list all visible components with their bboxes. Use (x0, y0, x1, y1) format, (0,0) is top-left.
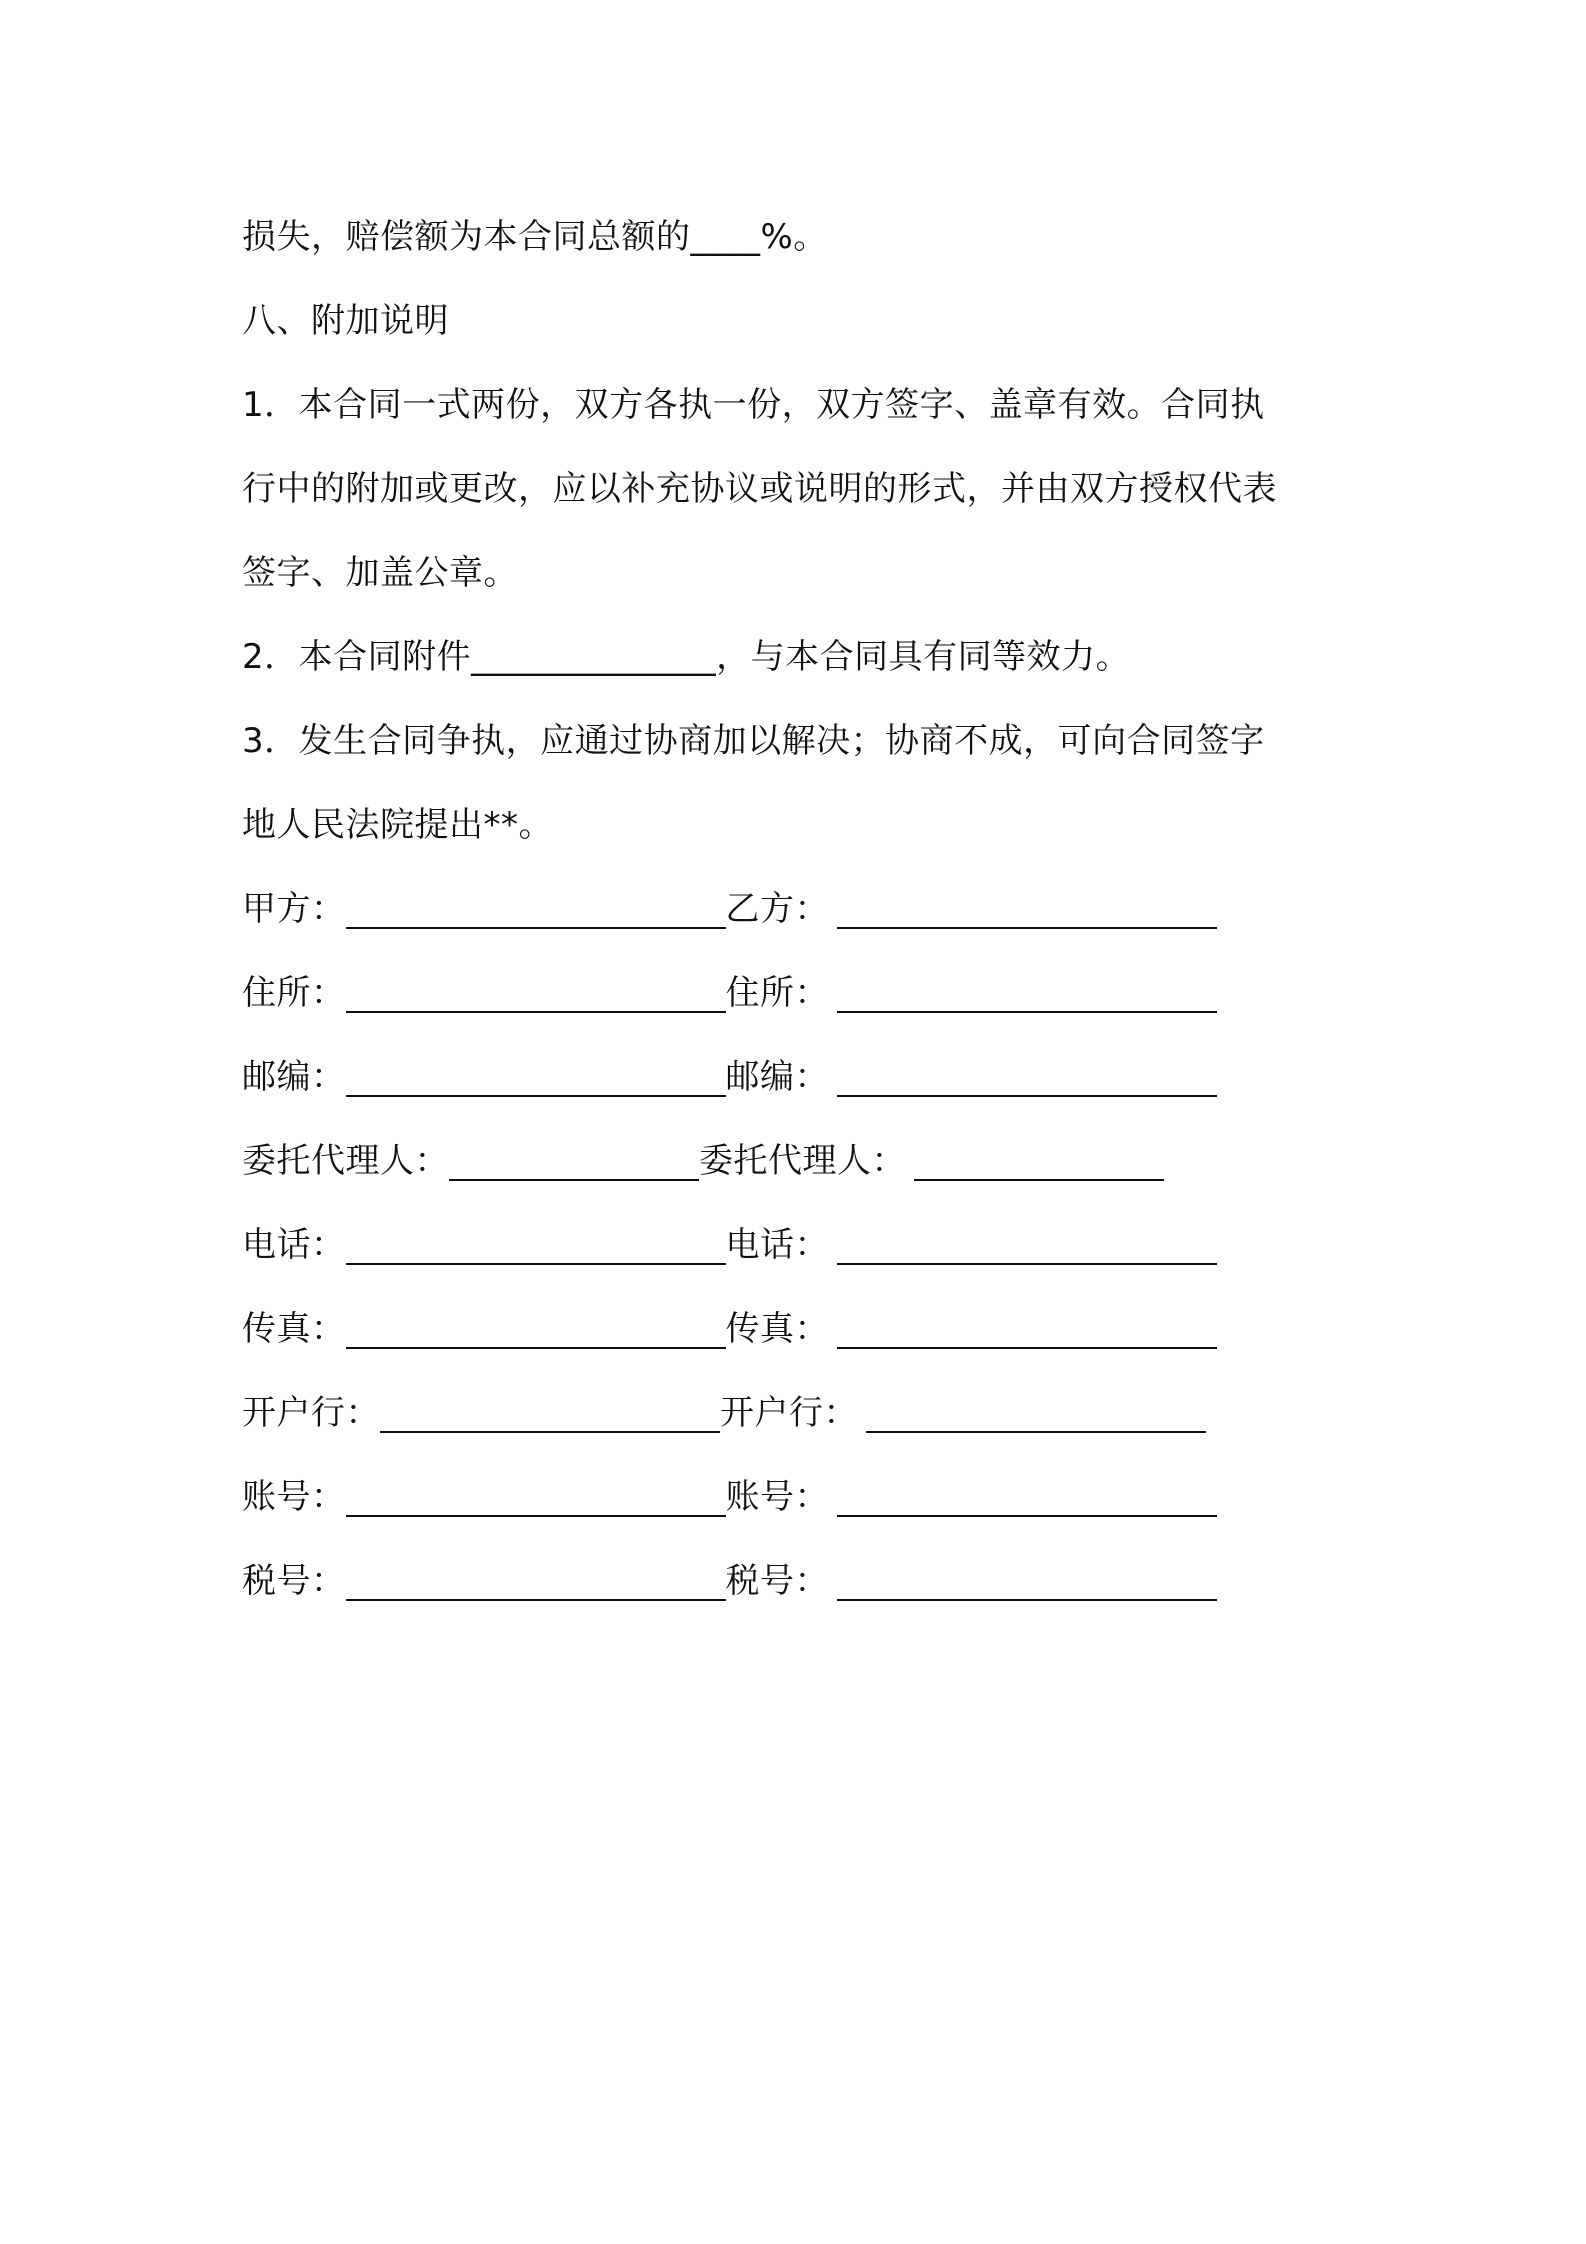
contract-body (242, 195, 1362, 1623)
party-b-field (726, 867, 1218, 951)
phone-b-label: 电话： (725, 1225, 829, 1265)
fax-b-field (726, 1287, 1218, 1371)
tax-b-label: 税号： (725, 1561, 829, 1601)
item-1-line-3: 签字、加盖公章。 (242, 553, 518, 593)
section-8-title: 八、附加说明 (242, 301, 449, 341)
fax-b-label: 传真： (725, 1309, 829, 1349)
signature-row-phone (242, 1203, 1362, 1287)
address-b-field (726, 951, 1218, 1035)
agent-b-blank (914, 1149, 1164, 1181)
postcode-b-label: 邮编： (725, 1057, 829, 1097)
address-a-field (242, 951, 726, 1035)
agent-b-label: 委托代理人： (699, 1141, 906, 1181)
postcode-b-field (726, 1035, 1218, 1119)
bank-a-blank (380, 1401, 720, 1433)
item-3-line-2: 地人民法院提出**。 (242, 805, 553, 845)
fax-a-label: 传真： (242, 1309, 346, 1349)
item-1-line-1: 1．本合同一式两份，双方各执一份，双方签字、盖章有效。合同执 (242, 385, 1265, 425)
party-a-label: 甲方： (242, 889, 346, 929)
party-b-label: 乙方： (725, 889, 829, 929)
party-a-blank (346, 897, 726, 929)
signature-row-party (242, 867, 1362, 951)
signature-row-account (242, 1455, 1362, 1539)
fax-a-blank (346, 1317, 726, 1349)
item-1-line-2: 行中的附加或更改，应以补充协议或说明的形式，并由双方授权代表 (242, 469, 1277, 509)
postcode-a-field (242, 1035, 726, 1119)
signature-row-tax (242, 1539, 1362, 1623)
signature-row-agent (242, 1119, 1362, 1203)
bank-b-label: 开户行： (720, 1393, 858, 1433)
bank-b-blank (866, 1401, 1206, 1433)
phone-a-field (242, 1203, 726, 1287)
signature-row-postcode (242, 1035, 1362, 1119)
signature-row-fax (242, 1287, 1362, 1371)
fax-b-blank (837, 1317, 1217, 1349)
account-a-blank (346, 1485, 726, 1517)
phone-a-label: 电话： (242, 1225, 346, 1265)
signature-row-bank (242, 1371, 1362, 1455)
postcode-a-label: 邮编： (242, 1057, 346, 1097)
bank-b-field (720, 1371, 1206, 1455)
tax-b-field (726, 1539, 1218, 1623)
address-a-blank (346, 981, 726, 1013)
phone-a-blank (346, 1233, 726, 1265)
phone-b-blank (837, 1233, 1217, 1265)
address-b-label: 住所： (725, 973, 829, 1013)
postcode-a-blank (346, 1065, 726, 1097)
bank-a-label: 开户行： (242, 1393, 380, 1433)
tax-a-label: 税号： (242, 1561, 346, 1601)
fax-a-field (242, 1287, 726, 1371)
agent-a-field (242, 1119, 699, 1203)
party-a-field (242, 867, 726, 951)
item-2: 2．本合同附件______________，与本合同具有同等效力。 (242, 637, 1131, 677)
loss-clause: 损失，赔偿额为本合同总额的____%。 (242, 217, 828, 257)
phone-b-field (726, 1203, 1218, 1287)
agent-a-blank (449, 1149, 699, 1181)
address-a-label: 住所： (242, 973, 346, 1013)
party-b-blank (837, 897, 1217, 929)
agent-b-field (699, 1119, 1164, 1203)
agent-a-label: 委托代理人： (242, 1141, 449, 1181)
tax-a-blank (346, 1569, 726, 1601)
account-b-label: 账号： (725, 1477, 829, 1517)
tax-b-blank (837, 1569, 1217, 1601)
tax-a-field (242, 1539, 726, 1623)
account-a-label: 账号： (242, 1477, 346, 1517)
account-a-field (242, 1455, 726, 1539)
account-b-field (726, 1455, 1218, 1539)
signature-row-address (242, 951, 1362, 1035)
item-3-line-1: 3．发生合同争执，应通过协商加以解决；协商不成，可向合同签字 (242, 721, 1265, 761)
bank-a-field (242, 1371, 720, 1455)
postcode-b-blank (837, 1065, 1217, 1097)
address-b-blank (837, 981, 1217, 1013)
account-b-blank (837, 1485, 1217, 1517)
